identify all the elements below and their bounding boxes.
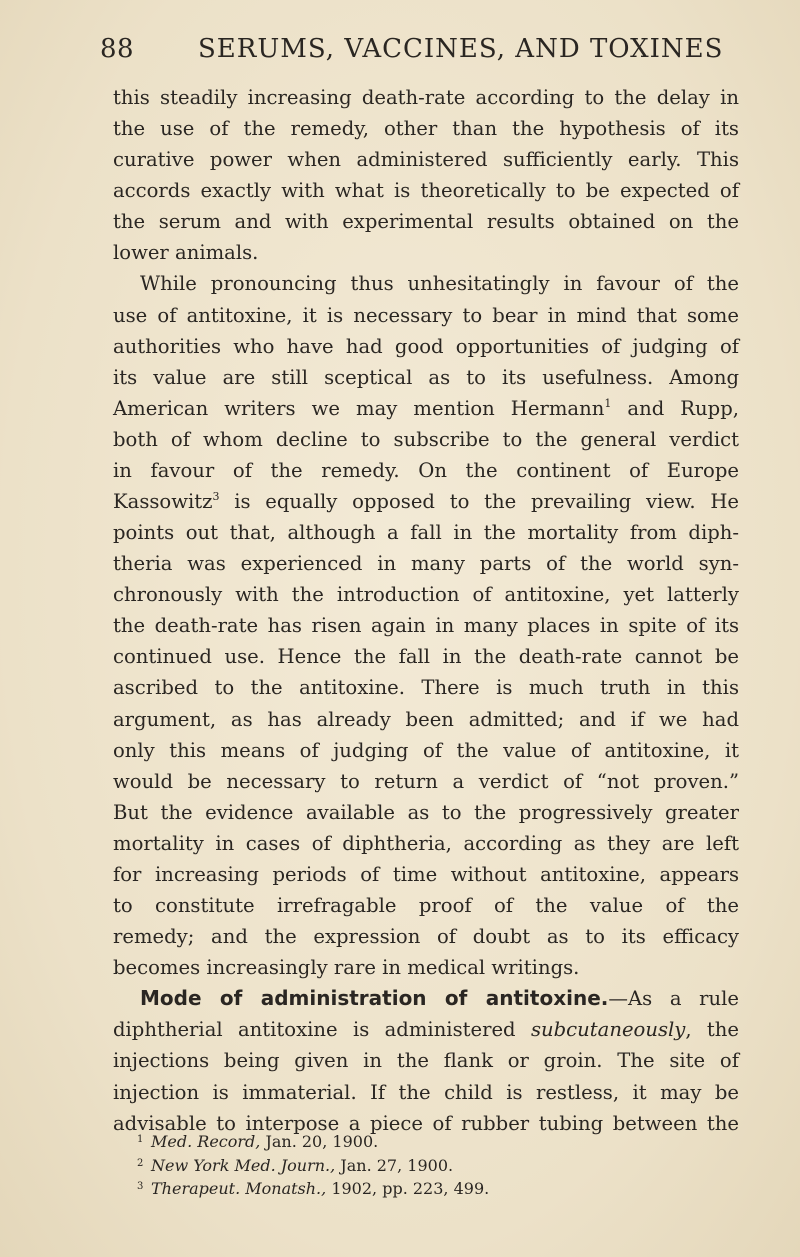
text-run: American writers we may mention Hermann xyxy=(113,396,605,420)
footnote-source: New York Med. Journ., xyxy=(151,1155,336,1175)
text-line: injection is immaterial. If the child is restless, it may be xyxy=(113,1080,739,1104)
text-line: this steadily increasing death-rate according to the delay in xyxy=(113,86,739,109)
text-line xyxy=(113,486,739,517)
footnote-mark: 3 xyxy=(137,1181,144,1192)
footnote-source: Therapeut. Monatsh., xyxy=(151,1179,327,1198)
section-heading: Mode of administration of antitoxine. xyxy=(140,986,609,1011)
text-line: advisable to interpose a piece of rubber tubing between the xyxy=(113,1111,739,1135)
text-line: chronously with the introduction of antitoxine, yet latterly xyxy=(113,583,739,607)
emphasis-text: subcutaneously xyxy=(530,1018,686,1042)
text-line: use of antitoxine, it is necessary to bear in mind that some xyxy=(113,303,739,327)
footnote-detail: 1902, pp. 223, 499. xyxy=(326,1179,490,1198)
text-line: injections being given in the flank or groin. The site of xyxy=(113,1049,739,1073)
text-line: But the evidence available as to the progressively greater xyxy=(113,800,739,824)
text-line: mortality in cases of diphtheria, according as they are left xyxy=(113,831,739,855)
text-line: would be necessary to return a verdict of “not proven.” xyxy=(113,769,739,793)
text-line: While pronouncing thus unhesitatingly in favour of the xyxy=(140,272,739,296)
footnote-mark: 2 xyxy=(137,1157,144,1169)
footnotes xyxy=(137,1128,697,1199)
running-head xyxy=(100,34,750,68)
text-line: to constitute irrefragable proof of the value of the xyxy=(113,894,739,918)
text-line: the use of the remedy, other than the hypothesis of its xyxy=(113,117,739,141)
footnote-mark: 1 xyxy=(137,1134,144,1145)
text-line: curative power when administered sufficiently early. This xyxy=(113,148,739,172)
text-line: for increasing periods of time without antitoxine, appears xyxy=(113,862,739,886)
text-run: is equally opposed to the prevailing view. He xyxy=(219,490,739,514)
text-line: continued use. Hence the fall in the death-rate cannot be xyxy=(113,645,739,669)
text-line: ascribed to the antitoxine. There is much truth in this xyxy=(113,676,739,700)
footnote xyxy=(137,1152,697,1176)
text-line: theria was experienced in many parts of the world syn- xyxy=(113,552,739,576)
footnote xyxy=(137,1175,697,1199)
text-line: authorities who have had good opportunities of judging of xyxy=(113,334,739,358)
text-run: diphtherial antitoxine is administered xyxy=(113,1018,531,1042)
page-number: 88 xyxy=(100,34,135,64)
text-line: in favour of the remedy. On the continent of Europe xyxy=(113,458,739,482)
footnote-ref: 3 xyxy=(212,490,220,504)
footnote-source: Med. Record, xyxy=(151,1132,261,1151)
footnote-detail: Jan. 20, 1900. xyxy=(260,1132,379,1151)
footnote-detail: Jan. 27, 1900. xyxy=(335,1155,454,1175)
footnote-ref: 1 xyxy=(604,396,612,410)
text-run: —As a rule xyxy=(608,987,739,1011)
text-line: only this means of judging of the value of antitoxine, it xyxy=(113,738,739,762)
text-line xyxy=(113,393,739,424)
text-line: becomes increasingly rare in medical writings. xyxy=(113,956,580,980)
text-run: and Rupp, xyxy=(611,396,739,420)
running-title: SERUMS, VACCINES, AND TOXINES xyxy=(198,34,724,64)
text-line xyxy=(113,983,739,1014)
text-line: points out that, although a fall in the mortality from diph- xyxy=(113,521,739,545)
text-line: argument, as has already been admitted; and if we had xyxy=(113,707,739,731)
text-line: remedy; and the expression of doubt as to its efficacy xyxy=(113,925,739,949)
text-line: lower animals. xyxy=(113,241,259,265)
text-line: accords exactly with what is theoretically to be expected of xyxy=(113,179,739,203)
text-line: both of whom decline to subscribe to the general verdict xyxy=(113,427,739,451)
footnote xyxy=(137,1128,697,1152)
text-line: its value are still sceptical as to its usefulness. Among xyxy=(113,365,739,389)
text-line: the serum and with experimental results obtained on the xyxy=(113,210,739,234)
text-run: , the xyxy=(685,1018,739,1042)
text-run: Kassowitz xyxy=(113,490,213,514)
text-line xyxy=(113,1014,739,1045)
body-text xyxy=(113,82,739,1139)
text-line: the death-rate has risen again in many places in spite of its xyxy=(113,614,739,638)
